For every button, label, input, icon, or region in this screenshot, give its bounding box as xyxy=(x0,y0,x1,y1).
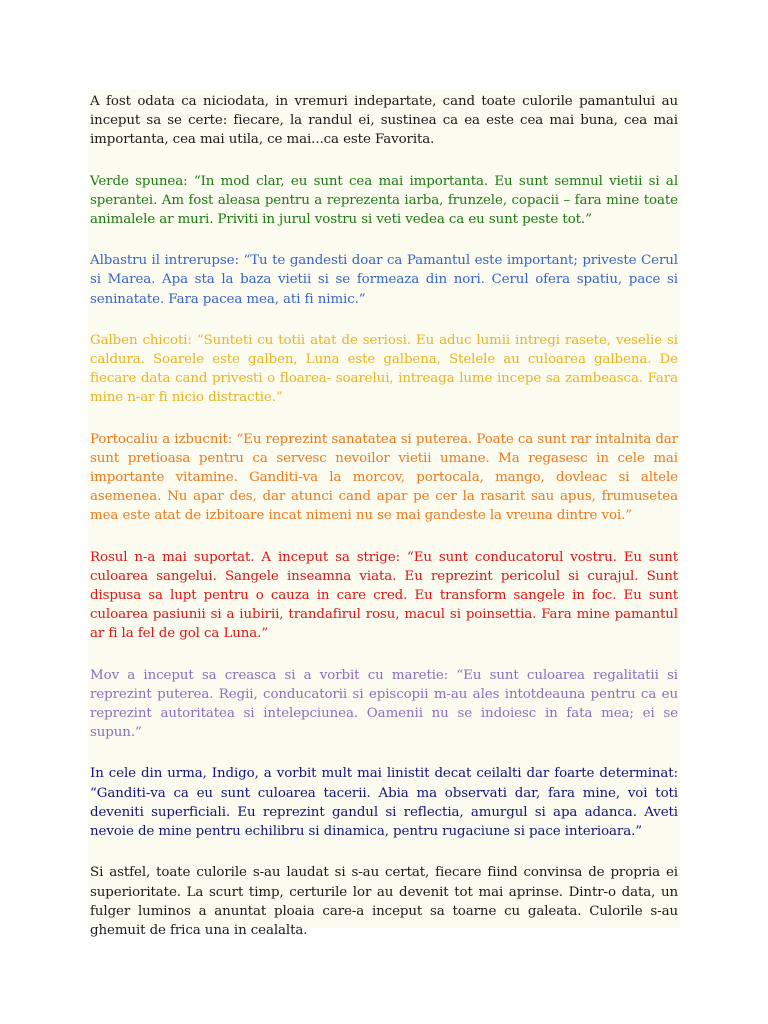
paragraph-verde: Verde spunea: “In mod clar, eu sunt cea mai importanta. Eu sunt semnul vietii si al sperantei. Am fost aleasa pentru a reprezenta iarba, frunzele, copacii – fara mine toate animalele ar muri. Priviti in jurul vostru si veti vedea ca eu sunt peste tot.” xyxy=(90,173,678,228)
paragraph-intro: A fost odata ca niciodata, in vremuri indepartate, cand toate culorile pamantului au inceput sa se certe: fiecare, la randul ei, sustinea ca ea este cea mai buna, cea mai importanta, cea mai utila, ce mai...ca este Favorita. xyxy=(90,94,678,148)
paragraph-mov: Mov a inceput sa creasca si a vorbit cu maretie: “Eu sunt culoarea regalitatii si reprezint puterea. Regii, conducatorii si episcopii m-au ales intotdeauna pentru ca eu reprezint autoritatea si intelepciunea. Oamenii nu se indoiesc in fata mea; ei se supun.” xyxy=(90,667,678,741)
paragraph-rosu: Rosul n-a mai suportat. A inceput sa strige: “Eu sunt conducatorul vostru. Eu sunt culoarea sangelui. Sangele inseamna viata. Eu reprezint pericolul si curajul. Sunt dispusa sa lupt pentru o cauza in care cred. Eu transform sangele in foc. Eu sunt culoarea pasiunii si a iubirii, trandafirul rosu, macul si poinsettia. Fara mine pamantul ar fi la fel de gol ca Luna.” xyxy=(90,549,678,642)
paragraph-albastru: Albastru il intrerupse: “Tu te gandesti doar ca Pamantul este important; priveste Cerul si Marea. Apa sta la baza vietii si se formeaza din nori. Cerul ofera spatiu, pace si seninatate. Fara pacea mea, ati fi nimic.” xyxy=(90,253,678,307)
paragraph-indigo: In cele din urma, Indigo, a vorbit mult mai linistit decat ceilalti dar foarte determinat: “Ganditi-va ca eu sunt culoarea tacerii. Abia ma observati dar, fara mine, voi toti deveniti superficiali. Eu reprezint gandul si reflectia, amurgul si apa adanca. Aveti nevoie de mine pentru echilibru si dinamica, pentru rugaciune si pace interioara.” xyxy=(90,766,678,840)
paragraph-galben: Galben chicoti: “Sunteti cu totii atat de seriosi. Eu aduc lumii intregi rasete, veselie si caldura. Soarele este galben, Luna este galbena, Stelele au culoarea galbena. De fiecare data cand privesti o floarea- soarelui, intreaga lume incepe sa zambeasca. Fara mine n-ar fi nicio distractie.” xyxy=(90,332,678,406)
paragraph-portocaliu: Portocaliu a izbucnit: “Eu reprezint sanatatea si puterea. Poate ca sunt rar intalnita dar sunt pretioasa pentru ca servesc nevoilor vietii umane. Ma regasesc in cele mai importante vitamine. Ganditi-va la morcov, portocala, mango, dovleac si altele asemenea. Nu apar des, dar atunci cand apar pe cer la rasarit sau apus, frumusetea mea este atat de izbitoare incat nimeni nu se mai gandeste la vreuna dintre voi.” xyxy=(90,431,678,524)
paragraph-final: Si astfel, toate culorile s-au laudat si s-au certat, fiecare fiind convinsa de propria ei superioritate. La scurt timp, certurile lor au devenit tot mai aprinse. Dintr-o data, un fulger luminos a anuntat ploaia care-a inceput sa toarne cu galeata. Culorile s-au ghemuit de frica una in cealalta. xyxy=(90,865,678,938)
document-page xyxy=(88,90,680,938)
